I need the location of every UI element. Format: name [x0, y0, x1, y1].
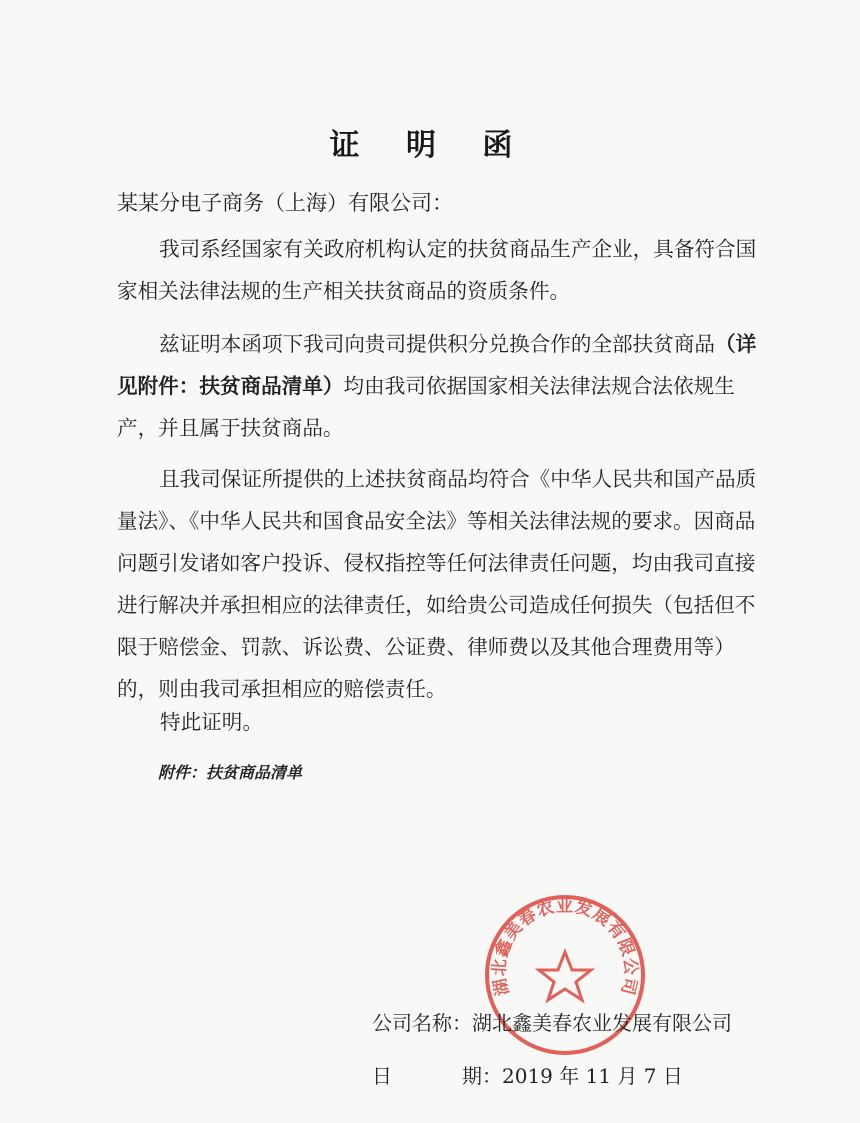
document-title: 证 明 函 — [329, 128, 531, 163]
company-line — [372, 1007, 732, 1036]
closing-line: 特此证明。 — [160, 710, 263, 734]
svg-text:湖北鑫美春农业发展有限公司 — [489, 896, 640, 998]
paragraph-guarantee: 且我司保证所提供的上述扶贫商品均符合《中华人民共和国产品质量法》、《中华人民共和国食品安全法》等相关法律法规的要求。因商品问题引发诸如客户投诉、侵权指控等任何法律责任问题，均由我司直接进行解决并承担相应的法律责任，如给贵公司造成任何损失（包括但不限于赔偿金、罚款、诉讼费、公证费、律师费以及其他合理费用等）的，则由我司承担相应的赔偿责任。 — [117, 467, 757, 701]
company-name: 湖北鑫美春农业发展有限公司 — [472, 1011, 732, 1035]
attachment-note: 附件：扶贫商品清单 — [158, 763, 303, 782]
date-label-char: 日 — [372, 1064, 392, 1088]
paragraph-certification-prefix: 兹证明本函项下我司向贵司提供积分兑换合作的全部扶贫商品 — [159, 332, 716, 356]
date-value: 2019 年 11 月 7 日 — [502, 1064, 683, 1088]
paragraph-certification — [117, 323, 757, 449]
company-label: 公司名称： — [372, 1011, 472, 1035]
seal-text: 湖北鑫美春农业发展有限公司 — [489, 896, 641, 998]
date-line — [372, 1060, 683, 1089]
paragraph-qualification: 我司系经国家有关政府机构认定的扶贫商品生产企业，具备符合国家相关法律法规的生产相关扶贫商品的资质条件。 — [117, 237, 757, 303]
seal-star-icon — [539, 952, 591, 1000]
date-label-tail: 期： — [462, 1064, 502, 1088]
paragraph-certification-suffix: 均由我司依据国家相关法律法规合法依规生产，并且属于扶贫商品。 — [117, 374, 735, 440]
paragraph-certification-attachment-ref: （详见附件：扶贫商品清单） — [117, 332, 757, 398]
salutation: 某某分电子商务（上海）有限公司： — [117, 191, 453, 215]
